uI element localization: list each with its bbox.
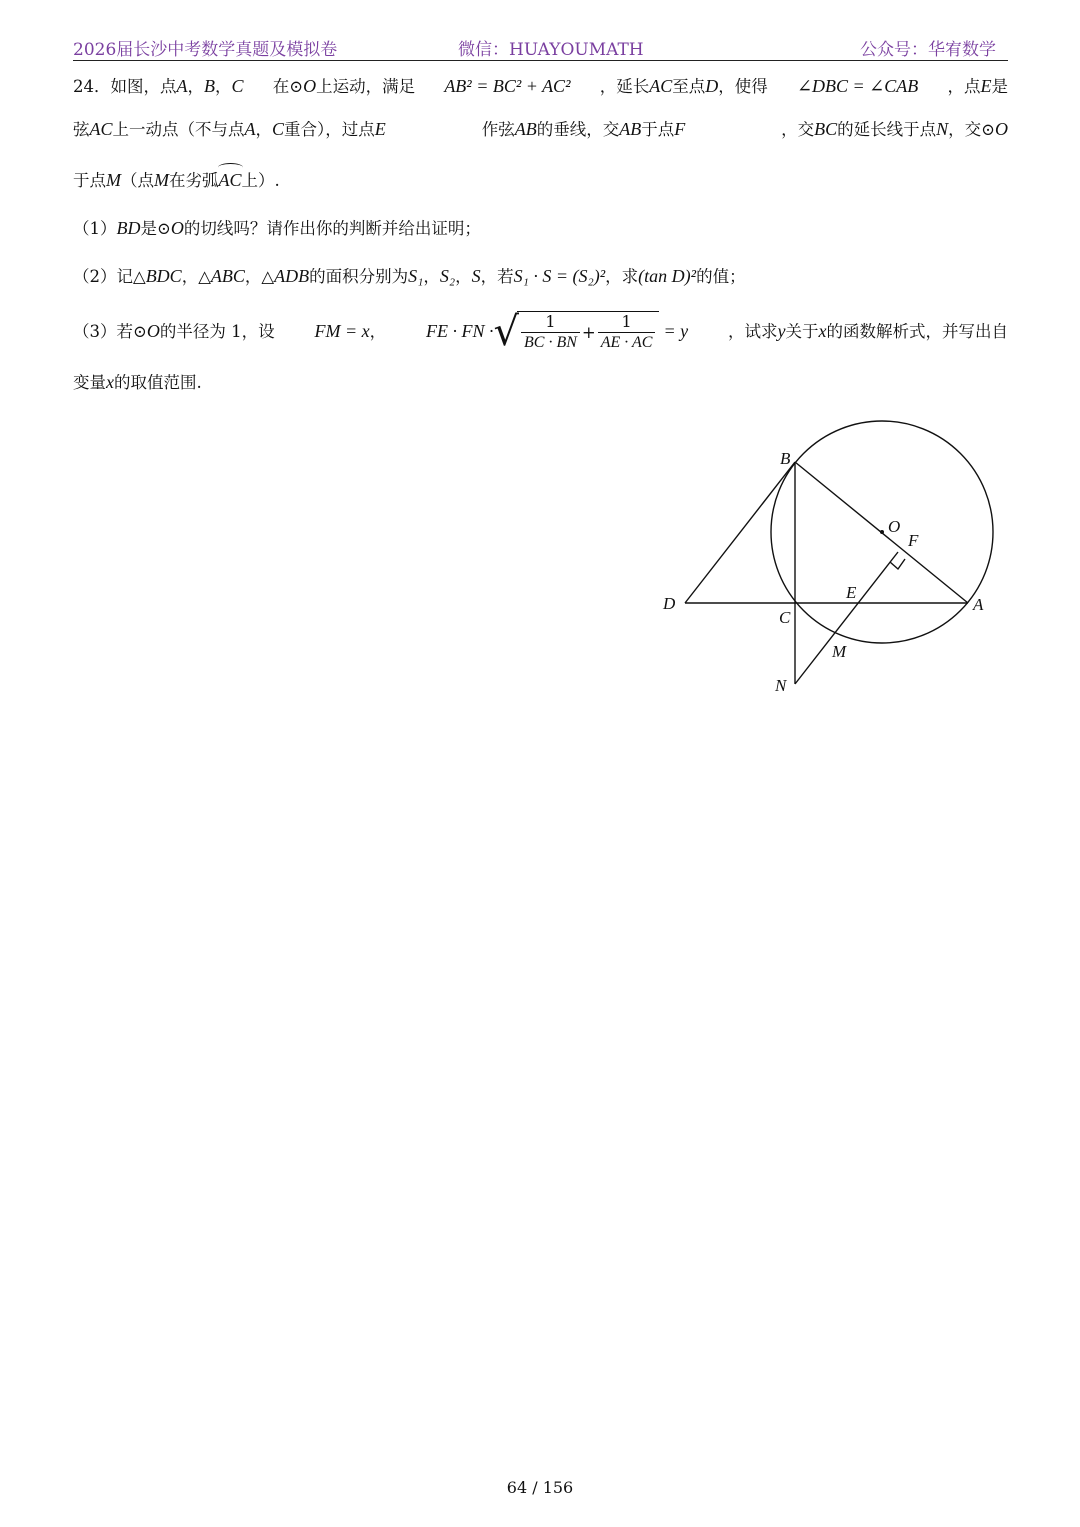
text: 如图，点: [110, 77, 177, 96]
expression-tan: (tan D)²: [638, 266, 697, 286]
text: 至点: [672, 77, 706, 96]
text: ，求: [605, 267, 639, 286]
point-d: D: [705, 76, 719, 96]
fraction-1: [521, 312, 580, 353]
text: ，: [187, 77, 204, 96]
numerator: 1: [545, 312, 556, 331]
point-f: F: [674, 119, 686, 139]
text: ，点: [947, 77, 981, 96]
point-a: A: [244, 119, 256, 139]
text: 的取值范围.: [114, 373, 202, 392]
text: （2）记△: [73, 267, 146, 286]
question-3: [73, 310, 1008, 354]
text: 关于: [785, 322, 819, 342]
text: 上）.: [241, 171, 280, 190]
denominator: BC · BN: [521, 332, 580, 353]
radicand: [517, 311, 659, 353]
text: 的垂线，交: [536, 120, 620, 139]
text: ，延长: [599, 77, 650, 96]
label-a: A: [973, 595, 984, 614]
text: 的值；: [696, 267, 746, 286]
segment-ac: AC: [89, 119, 113, 139]
expression-fe-fn: FE · FN ·: [426, 321, 494, 342]
text: 的函数解析式，并写出自: [826, 322, 1008, 342]
formula-y: [426, 310, 688, 354]
point-e: E: [374, 119, 386, 139]
line-nf: [795, 552, 898, 684]
text: 变量: [73, 373, 106, 392]
var-x: x: [818, 321, 827, 342]
circle-o: O: [146, 321, 160, 342]
point-b: B: [204, 76, 215, 96]
plus-sign: +: [581, 322, 596, 342]
stem-line-1: [73, 76, 1008, 98]
line-db: [685, 462, 795, 603]
var-y: y: [777, 321, 786, 342]
var-x: x: [106, 372, 114, 392]
segment-ab: AB: [514, 119, 537, 139]
circle-o: O: [303, 76, 317, 96]
circle-o: O: [170, 218, 184, 238]
text: 于点: [73, 171, 106, 190]
question-3-line-2: [73, 372, 202, 394]
equation-areas: S₁ · S = (S₂)²: [513, 266, 606, 286]
circle-o: O: [994, 119, 1008, 139]
radical-sign: √: [493, 309, 520, 355]
text: 的半径为 1，设: [159, 322, 275, 342]
area-s2: S₂: [439, 266, 456, 286]
point-c: C: [231, 76, 244, 96]
page-number: 64 / 156: [506, 1478, 574, 1497]
text: ，△: [244, 267, 275, 286]
label-b: B: [780, 449, 791, 468]
text: 在⊙: [272, 77, 304, 96]
text: 作弦: [481, 120, 515, 139]
text: 是: [991, 77, 1008, 96]
area-s1: S₁: [408, 266, 424, 286]
text: 弦: [73, 120, 90, 139]
segment-ac: AC: [649, 76, 673, 96]
problem-number: 24．: [73, 77, 111, 96]
point-a: A: [176, 76, 188, 96]
segment-bd: BD: [116, 218, 141, 238]
text: 上一动点（不与点: [112, 120, 245, 139]
stem-line-2: [73, 119, 1008, 141]
text: ，试求: [727, 322, 778, 342]
triangle-adb: ADB: [274, 266, 310, 286]
triangle-abc: ABC: [210, 266, 245, 286]
point-n: N: [936, 119, 949, 139]
question-2: [73, 266, 746, 288]
center-dot: [880, 530, 884, 534]
text: 是⊙: [140, 219, 171, 238]
text: ，: [455, 267, 472, 286]
text: ，: [255, 120, 273, 139]
text: ，: [423, 267, 440, 286]
text: 的切线吗？请作出你的判断并给出证明；: [183, 219, 481, 238]
text: 重合），过点: [284, 120, 375, 139]
segment-ab: AB: [619, 119, 642, 139]
question-1: [73, 218, 481, 240]
label-e: E: [846, 583, 857, 602]
point-e: E: [980, 76, 992, 96]
label-d: D: [663, 594, 676, 613]
text: ，: [215, 77, 232, 96]
text: ，: [369, 322, 387, 342]
text: 在劣弧: [169, 171, 219, 190]
header-account: 公众号：华宥数学: [860, 40, 996, 60]
text: ，若: [480, 267, 514, 286]
page-header: [73, 30, 1008, 61]
text: （1）: [73, 219, 117, 238]
label-c: C: [779, 608, 791, 627]
text: 于点: [641, 120, 675, 139]
triangle-bdc: BDC: [145, 266, 182, 286]
square-root: [494, 310, 660, 354]
area-s: S: [471, 266, 481, 286]
text: 的延长线于点: [837, 120, 937, 139]
text: ，△: [181, 267, 211, 286]
text: ，交⊙: [948, 120, 995, 139]
text: （3）若⊙: [73, 322, 147, 342]
text: 上运动，满足: [316, 77, 416, 96]
point-m: M: [154, 170, 169, 190]
header-title: 2026届长沙中考数学真题及模拟卷: [73, 40, 338, 60]
equals-y: = y: [663, 321, 689, 342]
header-wechat: 微信：HUAYOUMATH: [458, 40, 644, 60]
text: 的面积分别为: [309, 267, 409, 286]
fraction-2: [598, 312, 656, 353]
text: （点: [121, 171, 154, 190]
equation-angles: ∠DBC = ∠CAB: [796, 76, 919, 96]
equation-fm: FM = x: [314, 321, 370, 342]
arc-ac: AC: [218, 170, 242, 190]
text: ，使得: [718, 77, 768, 96]
equation-pythagoras: AB² = BC² + AC²: [444, 76, 571, 96]
text: ，交: [781, 120, 815, 139]
stem-line-3: [73, 170, 280, 192]
segment-bc: BC: [814, 119, 838, 139]
point-m: M: [106, 170, 121, 190]
label-m: M: [832, 642, 847, 661]
denominator: AE · AC: [598, 332, 656, 353]
label-n: N: [775, 676, 787, 695]
numerator: 1: [621, 312, 632, 331]
label-f: F: [908, 531, 919, 550]
geometry-figure: [650, 412, 1010, 702]
label-o: O: [888, 517, 901, 536]
point-c: C: [272, 119, 285, 139]
